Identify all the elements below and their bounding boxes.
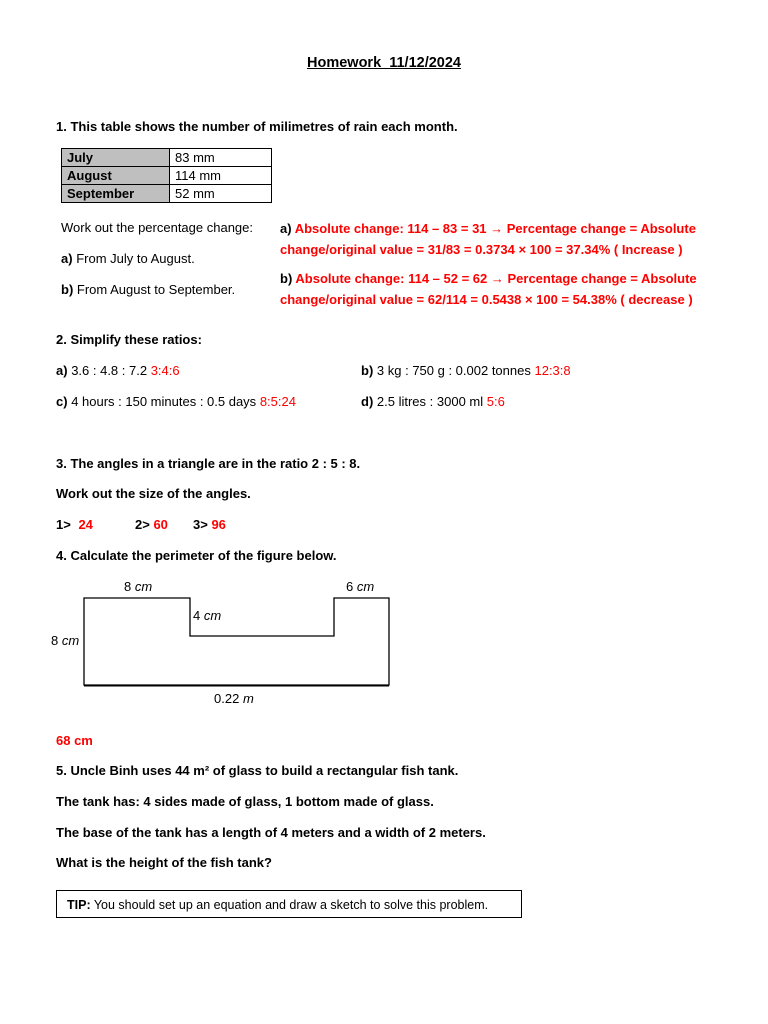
part-text: 3 kg : 750 g : 0.002 tonnes	[376, 363, 531, 378]
dim-top-left	[124, 579, 152, 594]
part-label: a)	[56, 363, 68, 378]
q1-prompt: Work out the percentage change:	[61, 220, 253, 235]
part-text: From August to September.	[76, 282, 236, 297]
table-row	[62, 167, 272, 185]
part-label: c)	[56, 394, 68, 409]
answer-label: b)	[280, 271, 293, 286]
dim-left	[51, 633, 79, 648]
q4-answer: 68 cm	[56, 733, 93, 748]
month-cell: July	[62, 149, 170, 167]
part-answer: 8:5:24	[259, 394, 296, 409]
dim-value: 0.22	[214, 691, 240, 706]
rain-table	[61, 148, 272, 203]
dim-top-right	[346, 579, 374, 594]
q5-line1: 5. Uncle Binh uses 44 m² of glass to build a rectangular fish tank.	[56, 763, 459, 778]
q3-answer-2	[135, 517, 168, 532]
q1-answer-a	[280, 218, 720, 260]
q2-part-d	[361, 394, 505, 409]
q2-heading: 2. Simplify these ratios:	[56, 332, 202, 347]
q2-part-c	[56, 394, 296, 409]
q2-part-b	[361, 363, 571, 378]
answer-label: 1>	[56, 517, 71, 532]
q5-line2: The tank has: 4 sides made of glass, 1 bottom made of glass.	[56, 794, 434, 809]
part-text: From July to August.	[76, 251, 195, 266]
answer-label: a)	[280, 221, 292, 236]
answer-value: 96	[211, 517, 226, 532]
answer-text: Absolute change: 114 – 83 = 31 → Percentage change = Absolute change/original value = 31/83 = 0.3734 × 100 = 37.34% ( Increase )	[280, 221, 696, 257]
dim-unit: m	[242, 691, 254, 706]
part-answer: 5:6	[486, 394, 505, 409]
dim-value: 6	[346, 579, 354, 594]
value-cell: 83 mm	[170, 149, 272, 167]
answer-text: Absolute change: 114 – 52 = 62 → Percentage change = Absolute change/original value = 62/114 = 0.5438 × 100 = 54.38% ( decrease )	[280, 271, 697, 307]
tip-text: You should set up an equation and draw a sketch to solve this problem.	[93, 898, 489, 912]
q5-line4: What is the height of the fish tank?	[56, 855, 272, 870]
part-text: 3.6 : 4.8 : 7.2	[71, 363, 148, 378]
figure-outline	[84, 598, 389, 685]
q3-answer-3	[193, 517, 226, 532]
table-row	[62, 185, 272, 203]
answer-label: 3>	[193, 517, 208, 532]
page-title: Homework_11/12/2024	[307, 55, 461, 71]
q3-instruction: Work out the size of the angles.	[56, 486, 251, 501]
tip-box	[56, 890, 522, 918]
value-cell: 114 mm	[170, 167, 272, 185]
answer-value: 60	[153, 517, 168, 532]
dim-unit: cm	[203, 608, 222, 623]
q3-heading: 3. The angles in a triangle are in the ratio 2 : 5 : 8.	[56, 456, 361, 471]
answer-value: 24	[78, 517, 93, 532]
answer-label: 2>	[135, 517, 150, 532]
dim-unit: cm	[134, 579, 153, 594]
q4-heading: 4. Calculate the perimeter of the figure below.	[56, 548, 337, 563]
q1-heading: 1. This table shows the number of milimetres of rain each month.	[56, 119, 458, 134]
dim-unit: cm	[61, 633, 80, 648]
q5-line3: The base of the tank has a length of 4 meters and a width of 2 meters.	[56, 825, 486, 840]
dim-bottom	[214, 691, 254, 706]
part-text: 2.5 litres : 3000 ml	[376, 394, 484, 409]
part-text: 4 hours : 150 minutes : 0.5 days	[71, 394, 257, 409]
dim-inner	[193, 608, 221, 623]
tip-label: TIP:	[67, 898, 91, 912]
dim-value: 4	[193, 608, 201, 623]
dim-unit: cm	[356, 579, 375, 594]
part-label: b)	[61, 282, 74, 297]
q1-part-a	[61, 251, 195, 266]
month-cell: August	[62, 167, 170, 185]
q1-part-b	[61, 282, 235, 297]
q2-part-a	[56, 363, 180, 378]
table-row	[62, 149, 272, 167]
part-answer: 12:3:8	[534, 363, 571, 378]
part-answer: 3:4:6	[150, 363, 180, 378]
month-cell: September	[62, 185, 170, 203]
part-label: b)	[361, 363, 374, 378]
q1-answer-b	[280, 268, 720, 310]
dim-value: 8	[124, 579, 132, 594]
part-label: d)	[361, 394, 374, 409]
q3-answer-1	[56, 517, 93, 532]
part-label: a)	[61, 251, 73, 266]
value-cell: 52 mm	[170, 185, 272, 203]
dim-value: 8	[51, 633, 59, 648]
